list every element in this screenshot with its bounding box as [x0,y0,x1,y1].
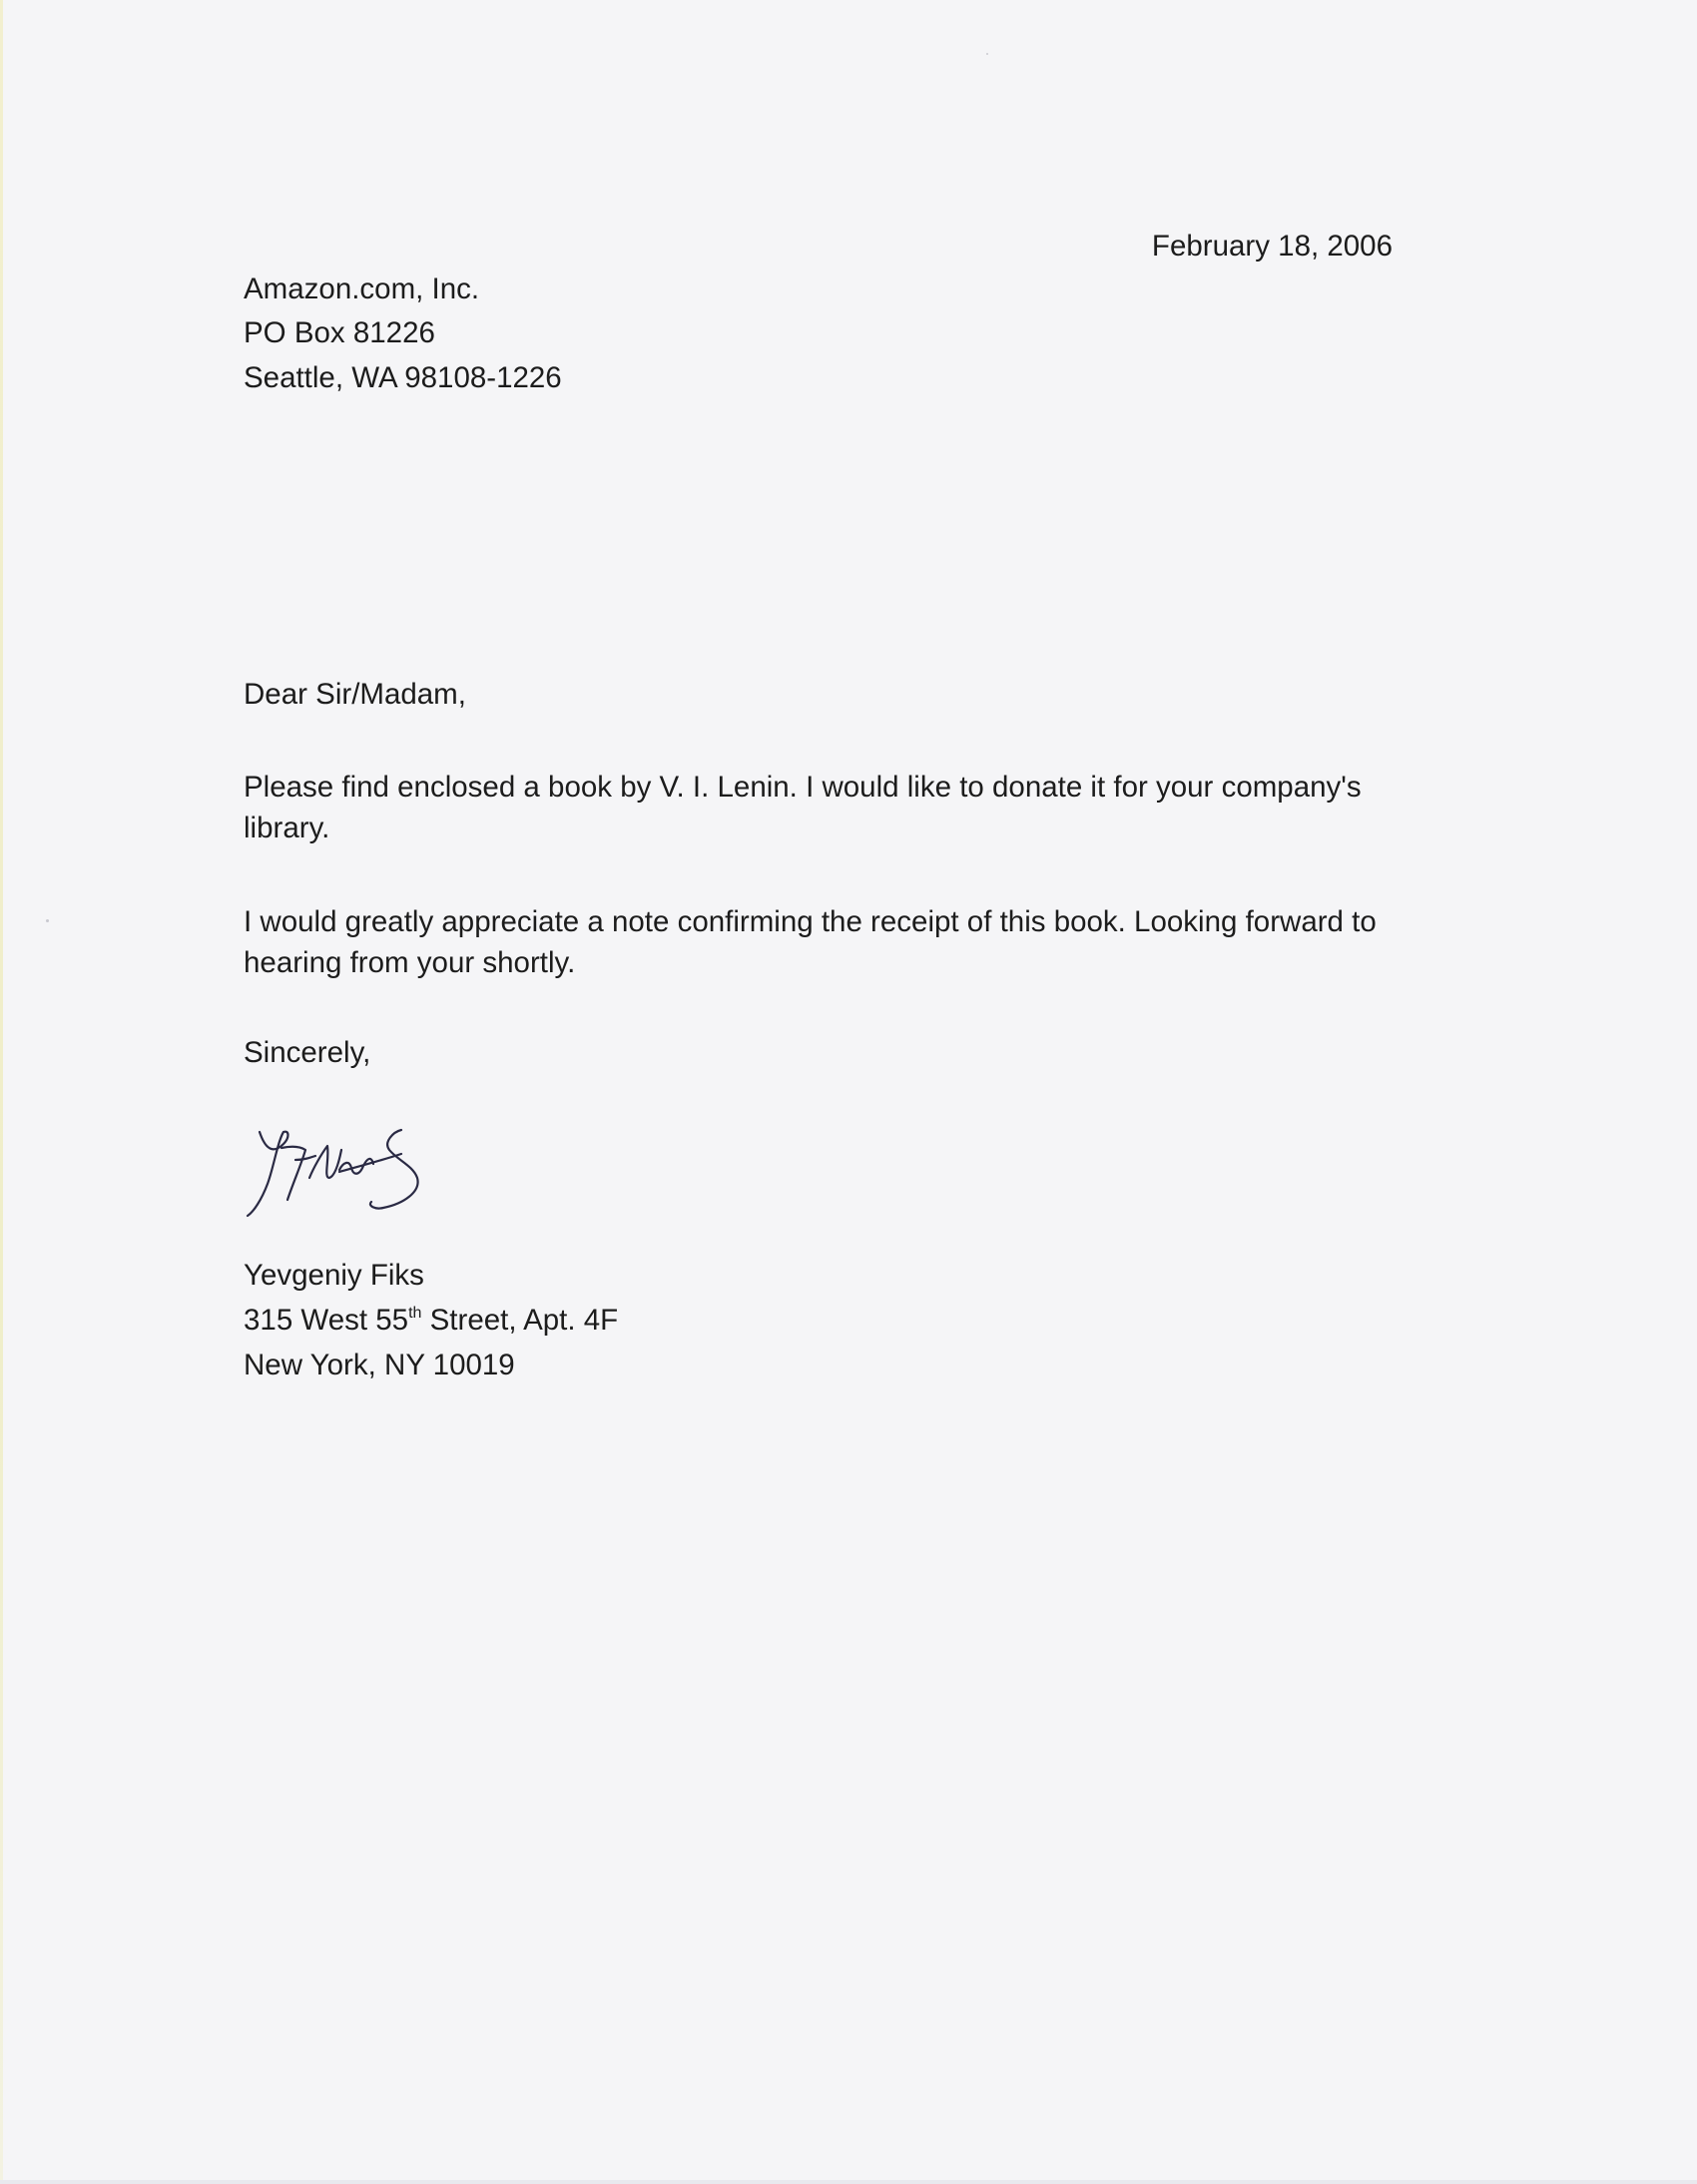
paragraph-2-line-1: I would greatly appreciate a note confirming the receipt of this book. Looking forward to [244,905,1377,938]
sender-city-state: New York, NY 10019 [244,1349,515,1381]
paper-edge [0,0,3,2184]
paper-speck [986,53,988,55]
paragraph-2-line-2: hearing from your shortly. [244,946,576,979]
paragraph-1-line-1: Please find enclosed a book by V. I. Lenin. I would like to donate it for your company's [244,771,1362,804]
paper-bottom-edge [0,2180,1697,2184]
handwritten-signature [244,1120,468,1230]
sender-street-name: Street, Apt. 4F [421,1304,619,1337]
sender-street-number: 315 West 55 [244,1304,409,1337]
closing: Sincerely, [244,1036,371,1069]
sender-street-ordinal: th [408,1305,422,1322]
sender-name: Yevgeniy Fiks [244,1259,424,1292]
letter-date: February 18, 2006 [1151,230,1393,263]
paragraph-1-line-2: library. [244,812,330,844]
salutation: Dear Sir/Madam, [244,678,466,711]
recipient-city-state: Seattle, WA 98108-1226 [244,361,562,394]
sender-street [244,1306,618,1336]
recipient-name: Amazon.com, Inc. [244,273,480,305]
recipient-po-box: PO Box 81226 [244,316,435,349]
paper-speck [46,919,49,922]
